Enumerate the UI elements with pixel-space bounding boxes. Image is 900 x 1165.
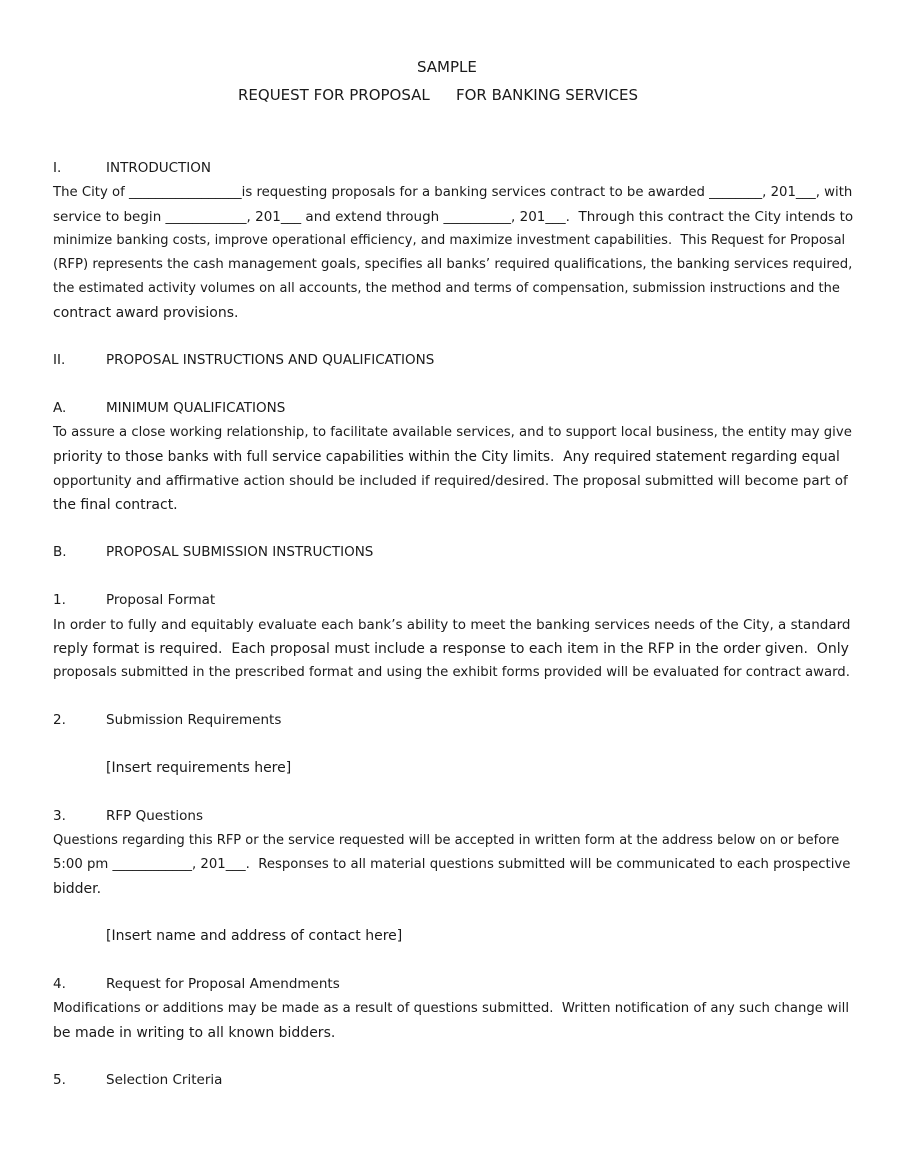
item-heading-submission-requirements (53, 712, 281, 728)
doc-title-sample: SAMPLE (417, 58, 477, 76)
section-title: PROPOSAL INSTRUCTIONS AND QUALIFICATIONS (106, 352, 435, 368)
paragraph-line: service to begin ____________, 201___ and extend through __________, 201___. Through this contract the City intends to (53, 209, 854, 225)
section-heading-minimum-qualifications (53, 400, 285, 416)
item-title: Submission Requirements (106, 712, 282, 728)
item-number: 5. (53, 1072, 66, 1088)
item-title: Proposal Format (106, 592, 216, 608)
item-heading-selection-criteria (53, 1072, 222, 1088)
paragraph-line: Modifications or additions may be made as a result of questions submitted. Written notification of any such change will (53, 1001, 850, 1016)
item-number: 1. (53, 592, 66, 608)
item-title: Selection Criteria (106, 1072, 223, 1088)
item-heading-rfp-questions (53, 808, 203, 824)
section-number: II. (53, 352, 66, 368)
paragraph-line: bidder. (53, 881, 102, 897)
section-heading-submission-instructions (53, 544, 373, 560)
requirements-placeholder: [Insert requirements here] (106, 760, 292, 776)
paragraph-line: proposals submitted in the prescribed format and using the exhibit forms provided will be evaluated for contract award. (53, 665, 850, 680)
paragraph-line: Questions regarding this RFP or the service requested will be accepted in written form at the address below on or before (53, 833, 840, 848)
section-number: I. (53, 160, 62, 176)
doc-title-banking: FOR BANKING SERVICES (456, 86, 639, 104)
paragraph-line: minimize banking costs, improve operational efficiency, and maximize investment capabilities. This Request for Proposal (53, 233, 846, 248)
section-heading-proposal-instructions (53, 352, 434, 368)
item-number: 2. (53, 712, 66, 728)
paragraph-line: the estimated activity volumes on all accounts, the method and terms of compensation, submission instructions and the (53, 281, 840, 296)
paragraph-line: be made in writing to all known bidders. (53, 1025, 336, 1041)
section-number: B. (53, 544, 67, 560)
doc-title-request: REQUEST FOR PROPOSAL (238, 86, 430, 104)
paragraph-line: To assure a close working relationship, to facilitate available services, and to support local business, the entity may give (53, 425, 852, 440)
item-heading-proposal-format (53, 592, 215, 608)
item-title: Request for Proposal Amendments (106, 976, 340, 992)
introduction-paragraph (53, 181, 853, 325)
paragraph-line: (RFP) represents the cash management goals, specifies all banks’ required qualifications, the banking services required, (53, 257, 853, 272)
item-heading-rfp-amendments (53, 976, 340, 992)
section-title: MINIMUM QUALIFICATIONS (106, 400, 286, 416)
qualifications-paragraph (53, 421, 853, 517)
paragraph-line: In order to fully and equitably evaluate each bank’s ability to meet the banking services needs of the City, a standard (53, 617, 851, 633)
section-number: A. (53, 400, 67, 416)
paragraph-line: 5:00 pm ____________, 201___. Responses to all material questions submitted will be communicated to each prospective (53, 857, 851, 872)
section-heading-introduction (53, 160, 211, 176)
section-title: PROPOSAL SUBMISSION INSTRUCTIONS (106, 544, 374, 560)
paragraph-line: reply format is required. Each proposal must include a response to each item in the RFP in the order given. Only (53, 641, 849, 657)
section-title: INTRODUCTION (106, 160, 211, 176)
rfp-questions-paragraph (53, 829, 853, 901)
amendments-paragraph (53, 997, 853, 1045)
paragraph-line: The City of _________________is requesting proposals for a banking services contract to be awarded ________, 201___, with (53, 185, 853, 200)
paragraph-line: the final contract. (53, 497, 178, 513)
paragraph-line: opportunity and affirmative action should be included if required/desired. The proposal submitted will become part of (53, 473, 848, 489)
paragraph-line: contract award provisions. (53, 305, 239, 321)
contact-placeholder: [Insert name and address of contact here] (106, 928, 403, 944)
item-title: RFP Questions (106, 808, 203, 824)
item-number: 4. (53, 976, 66, 992)
proposal-format-paragraph (53, 613, 853, 685)
item-number: 3. (53, 808, 66, 824)
paragraph-line: priority to those banks with full service capabilities within the City limits. Any required statement regarding equal (53, 449, 840, 465)
